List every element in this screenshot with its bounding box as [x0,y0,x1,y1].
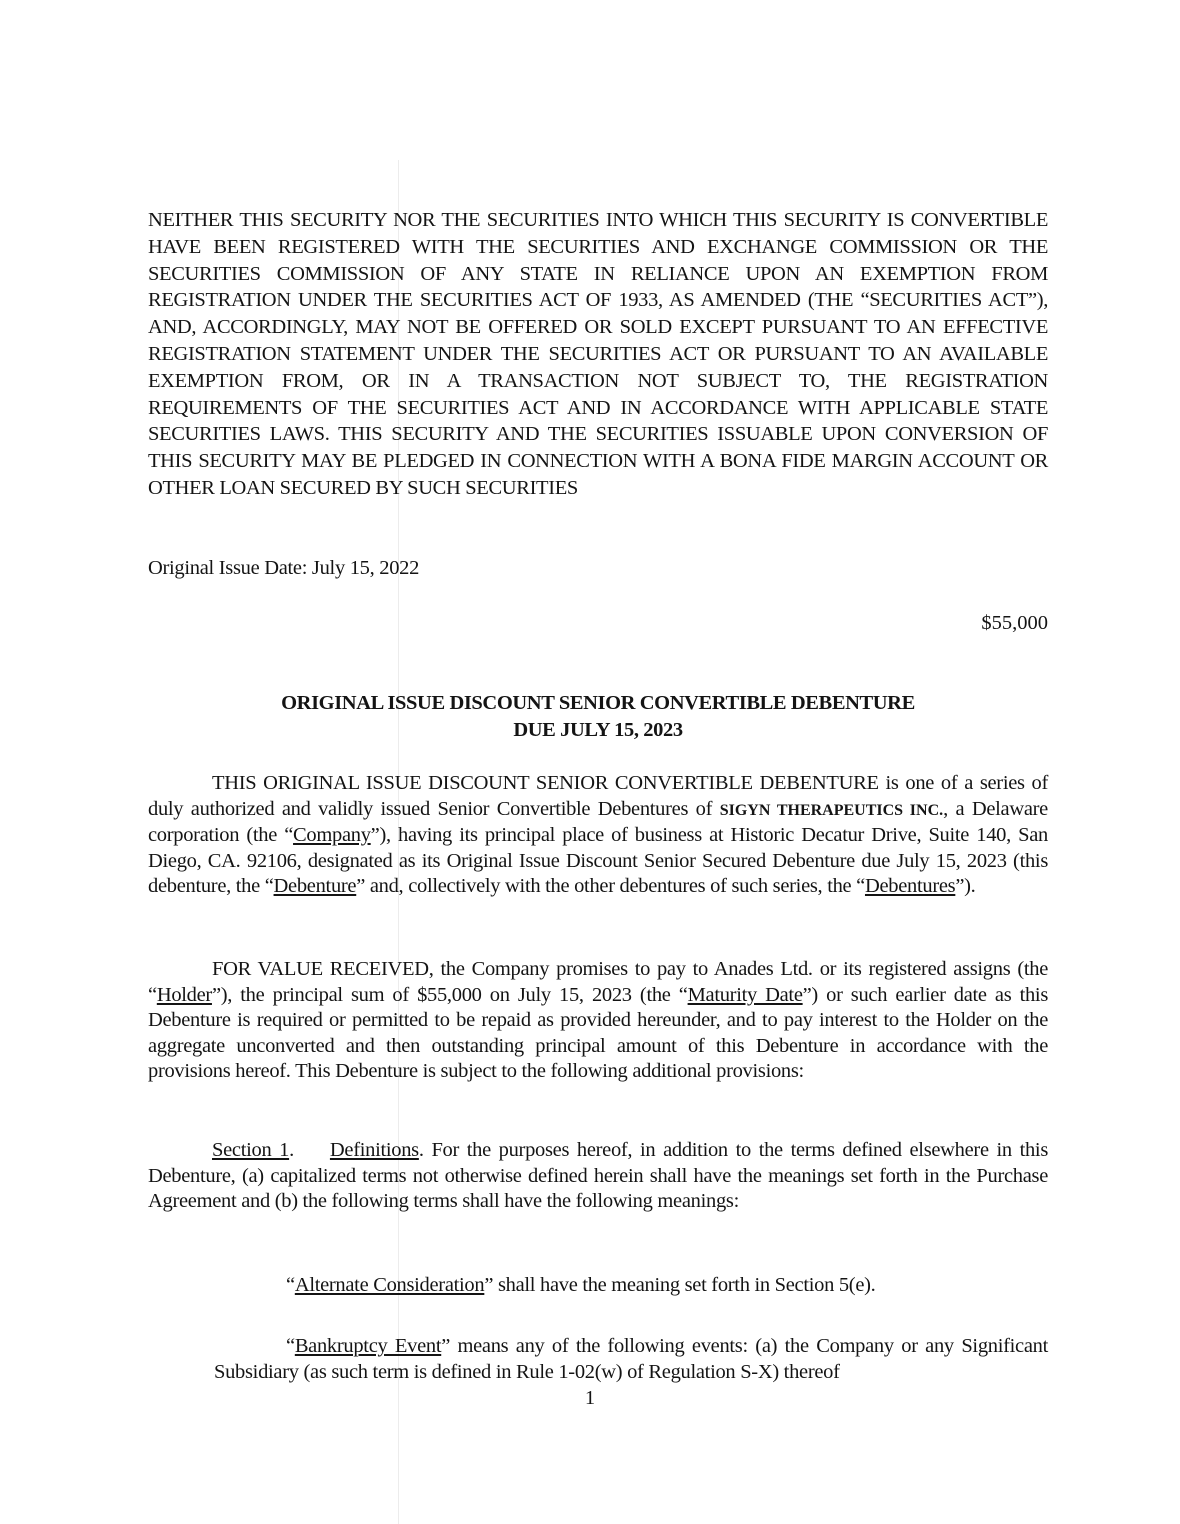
company-name: SIGYN THERAPEUTICS INC. [719,801,944,819]
title-line-1: ORIGINAL ISSUE DISCOUNT SENIOR CONVERTIBLE DEBENTURE [281,692,915,714]
defined-term-company: Company [293,824,371,847]
defined-term: Bankruptcy Event [294,1335,442,1357]
defined-term-holder: Holder [156,983,212,1006]
defined-term-maturity-date: Maturity Date [687,983,803,1006]
section-heading: Definitions [329,1139,419,1161]
principal-amount: $55,000 [981,612,1048,634]
document-title [148,690,1048,743]
section-1-definitions: Section 1. Definitions. For the purposes hereof, in addition to the terms defined elsewhere in this Debenture, (a) capitalized terms not otherwise defined herein shall have the meanings set forth in the Purchase Agreement and (b) the following terms shall have the following meanings: [148,1139,1048,1213]
original-issue-date: Original Issue Date: July 15, 2022 [148,557,420,579]
definition-bankruptcy-event: “Bankruptcy Event” means any of the following events: (a) the Company or any Significant Subsidiary (as such term is defined in Rule 1-02(w) of Regulation S-X) thereof [214,1335,1048,1383]
intro-paragraph: THIS ORIGINAL ISSUE DISCOUNT SENIOR CONVERTIBLE DEBENTURE is one of a series of duly authorized and validly issued Senior Convertible Debentures of SIGYN THERAPEUTICS INC., a Delaware corporation (the “Company”), having its principal place of business at Historic Decatur Drive, Suite 140, San Diego, CA. 92106, designated as its Original Issue Discount Senior Secured Debenture due July 15, 2023 (this debenture, the “Debenture” and, collectively with the other debentures of such series, the “Debentures”). [148,772,1049,898]
title-line-2: DUE JULY 15, 2023 [513,718,683,741]
definition-alternate-consideration: “Alternate Consideration” shall have the meaning set forth in Section 5(e). [286,1274,876,1296]
securities-legend: NEITHER THIS SECURITY NOR THE SECURITIES INTO WHICH THIS SECURITY IS CONVERTIBLE HAVE BEEN REGISTERED WITH THE SECURITIES AND EXCHANGE COMMISSION OR THE SECURITIES COMMISSION OF ANY STATE IN RELIANCE UPON AN EXEMPTION FROM REGISTRATION UNDER THE SECURITIES ACT OF 1933, AS AMENDED (THE “SECURITIES ACT”), AND, ACCORDINGLY, MAY NOT BE OFFERED OR SOLD EXCEPT PURSUANT TO AN EFFECTIVE REGISTRATION STATEMENT UNDER THE SECURITIES ACT OR PURSUANT TO AN AVAILABLE EXEMPTION FROM, OR IN A TRANSACTION NOT SUBJECT TO, THE REGISTRATION REQUIREMENTS OF THE SECURITIES ACT AND IN ACCORDANCE WITH APPLICABLE STATE SECURITIES LAWS. THIS SECURITY AND THE SECURITIES ISSUABLE UPON CONVERSION OF THIS SECURITY MAY BE PLEDGED IN CONNECTION WITH A BONA FIDE MARGIN ACCOUNT OR OTHER LOAN SECURED BY SUCH SECURITIES [148,209,1048,499]
value-received-paragraph: FOR VALUE RECEIVED, the Company promises to pay to Anades Ltd. or its registered assigns (the “Holder”), the principal sum of $55,000 on July 15, 2023 (the “Maturity Date”) or such earlier date as this Debenture is required or permitted to be repaid as provided hereunder, and to pay interest to the Holder on the aggregate unconverted and then outstanding principal amount of this Debenture in accordance with the provisions hereof. This Debenture is subject to the following additional provisions: [148,958,1048,1083]
section-number: Section 1 [212,1139,290,1161]
page-number: 1 [584,1387,596,1409]
defined-term: Alternate Consideration [294,1274,485,1296]
defined-term-debenture: Debenture [273,875,357,898]
defined-term-debentures: Debentures [864,875,956,898]
